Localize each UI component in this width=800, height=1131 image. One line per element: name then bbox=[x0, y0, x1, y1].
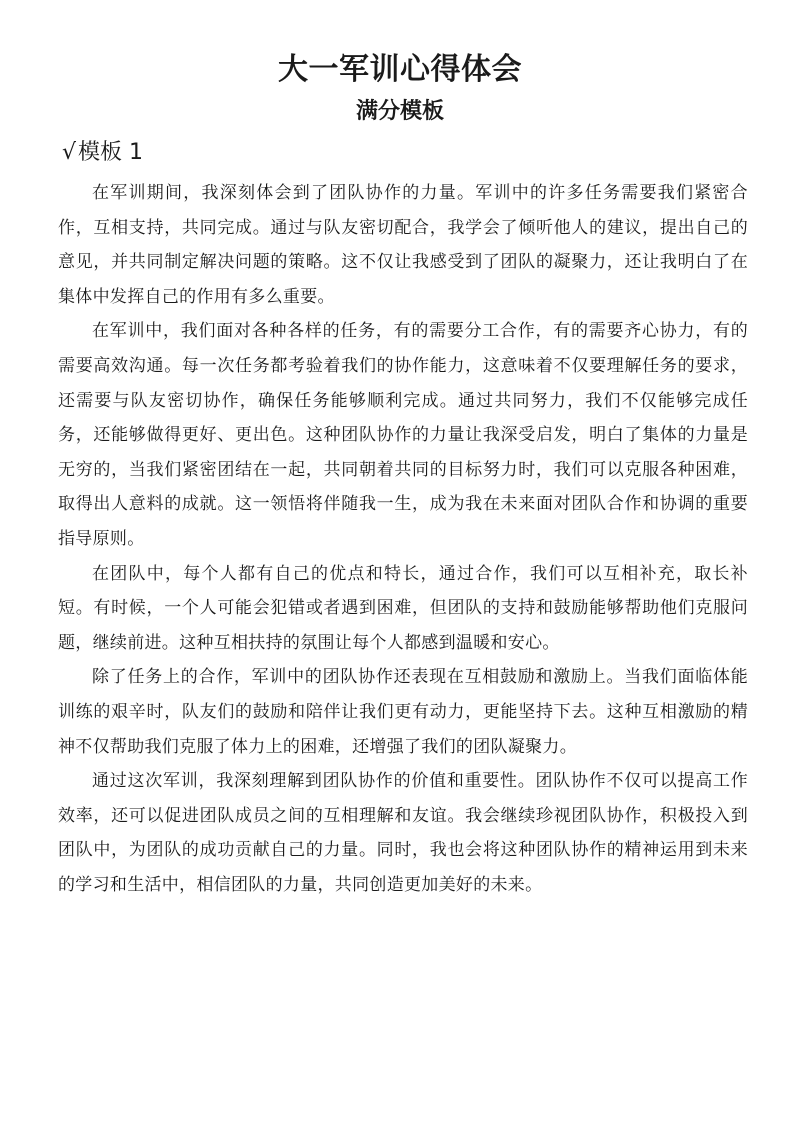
body-text bbox=[58, 176, 748, 902]
paragraph: 除了任务上的合作，军训中的团队协作还表现在互相鼓励和激励上。当我们面临体能训练的艰辛时，队友们的鼓励和陪伴让我们更有动力，更能坚持下去。这种互相激励的精神不仅帮助我们克服了体力上的困难，还增强了我们的团队凝聚力。 bbox=[58, 667, 748, 757]
paragraph: 通过这次军训，我深刻理解到团队协作的价值和重要性。团队协作不仅可以提高工作效率，还可以促进团队成员之间的互相理解和友谊。我会继续珍视团队协作，积极投入到团队中，为团队的成功贡献自己的力量。同时，我也会将这种团队协作的精神运用到未来的学习和生活中，相信团队的力量，共同创造更加美好的未来。 bbox=[58, 771, 748, 895]
paragraph: 在团队中，每个人都有自己的优点和特长，通过合作，我们可以互相补充，取长补短。有时候，一个人可能会犯错或者遇到困难，但团队的支持和鼓励能够帮助他们克服问题，继续前进。这种互相扶持的氛围让每个人都感到温暖和安心。 bbox=[58, 563, 748, 653]
section-heading-label: 模板 1 bbox=[78, 140, 144, 165]
section-heading bbox=[62, 138, 143, 168]
document-title: 大一军训心得体会 bbox=[278, 52, 522, 87]
document-subtitle: 满分模板 bbox=[355, 99, 444, 124]
paragraph: 在军训期间，我深刻体会到了团队协作的力量。军训中的许多任务需要我们紧密合作，互相支持，共同完成。通过与队友密切配合，我学会了倾听他人的建议，提出自己的意见，并共同制定解决问题的策略。这不仅让我感受到了团队的凝聚力，还让我明白了在集体中发挥自己的作用有多么重要。 bbox=[58, 183, 748, 307]
paragraph: 在军训中，我们面对各种各样的任务，有的需要分工合作，有的需要齐心协力，有的需要高效沟通。每一次任务都考验着我们的协作能力，这意味着不仅要理解任务的要求，还需要与队友密切协作，确保任务能够顺利完成。通过共同努力，我们不仅能够完成任务，还能够做得更好、更出色。这种团队协作的力量让我深受启发，明白了集体的力量是无穷的，当我们紧密团结在一起，共同朝着共同的目标努力时，我们可以克服各种困难，取得出人意料的成就。这一领悟将伴随我一生，成为我在未来面对团队合作和协调的重要指导原则。 bbox=[58, 321, 748, 549]
check-mark-icon: √ bbox=[62, 140, 77, 165]
